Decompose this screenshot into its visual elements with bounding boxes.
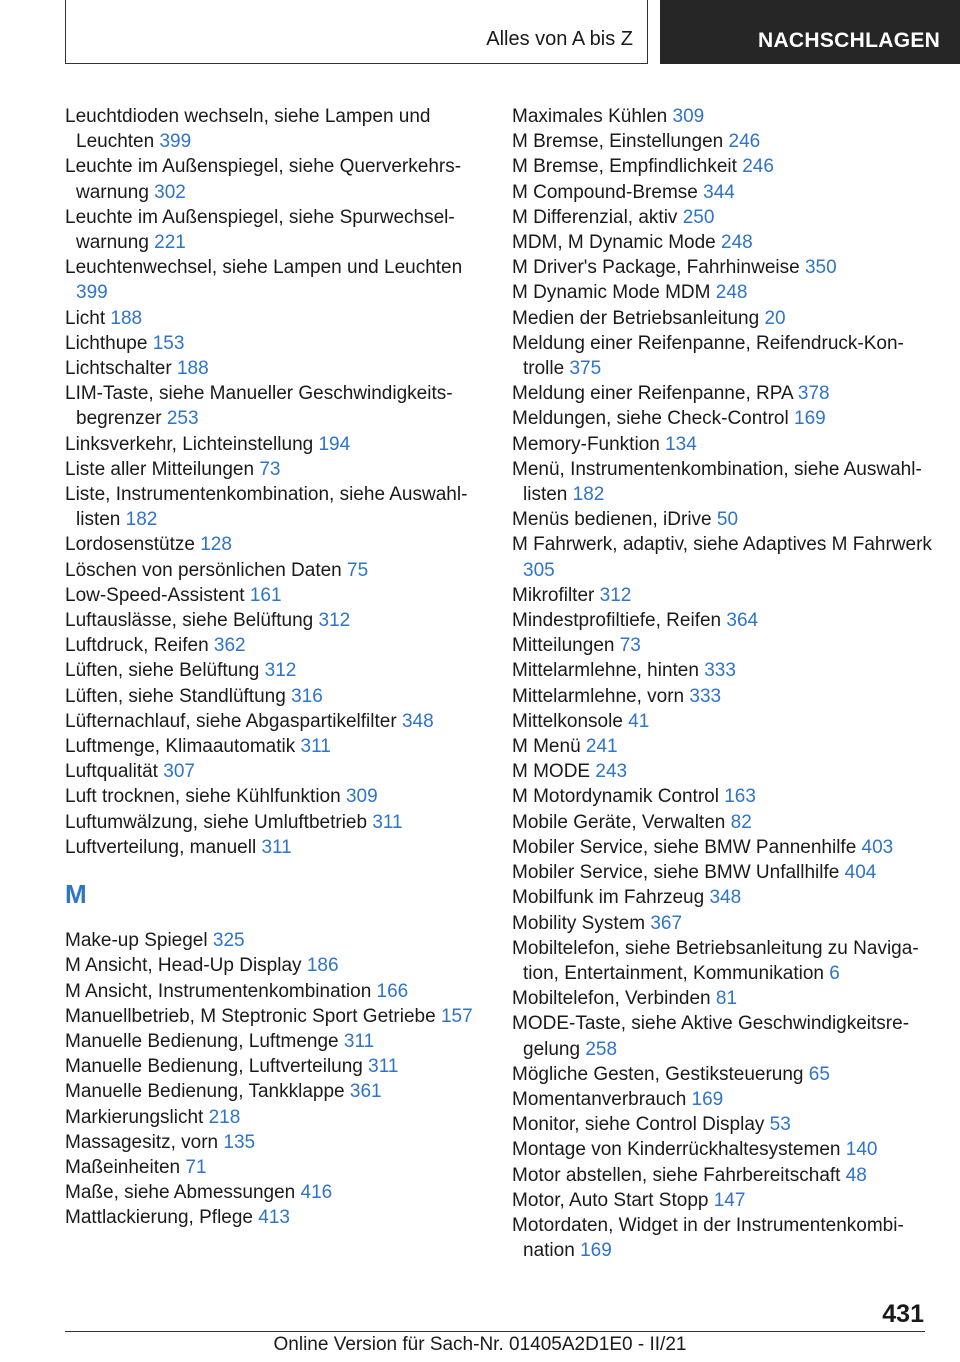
index-entry [512,280,932,305]
entry-text: Luftmenge, Klimaautomatik [65,736,296,758]
entry-text: Mobiler Service, siehe BMW Pannenhilfe [512,836,857,858]
index-entry [65,633,485,658]
page-link[interactable]: 348 [709,887,742,909]
index-entry [512,1087,932,1112]
index-entry [512,180,932,205]
index-entry [512,860,932,885]
entry-text: Meldungen, siehe Check-Control [512,408,789,430]
page-link[interactable]: 413 [258,1207,290,1229]
page-link[interactable]: 399 [159,131,192,153]
index-entry [512,381,932,406]
page-link[interactable]: 312 [318,610,351,632]
page-link[interactable]: 246 [728,131,761,153]
page-link[interactable]: 166 [376,980,409,1002]
page-link[interactable]: 399 [76,282,108,304]
index-entry [512,306,932,331]
entry-text: Mobilfunk im Fahrzeug [512,887,705,909]
index-entry [512,911,932,936]
index-entry [65,154,485,204]
index-entry [512,759,932,784]
index-entry [65,457,485,482]
index-letter-heading: M [65,879,87,910]
entry-text: M Dynamic Mode MDM [512,282,711,304]
entry-text: Licht [65,307,106,329]
entry-text: Mobiltelefon, siehe Betriebsanleitung zu Navigation, Entertainment, Kommunikation [512,937,919,984]
index-entry [65,205,485,255]
index-entry [512,986,932,1011]
entry-text: M Ansicht, Head-Up Display [65,955,302,977]
entry-text: Mittelarmlehne, hinten [512,660,699,682]
page-link[interactable]: 350 [804,257,837,279]
index-entry [512,532,932,582]
entry-text: Momentanverbrauch [512,1088,687,1110]
page-link[interactable]: 246 [742,156,774,178]
index-entry [65,759,485,784]
index-entry [65,331,485,356]
entry-text: Montage von Kinderrückhaltesystemen [512,1139,841,1161]
entry-text: Maximales Kühlen [512,106,668,127]
page-link[interactable]: 311 [372,811,403,833]
entry-text: Lüften, siehe Belüftung [65,660,260,682]
entry-text: Luftauslässe, siehe Belüftung [65,610,314,632]
page-link[interactable]: 362 [213,635,246,657]
page-link[interactable]: 248 [715,282,748,304]
entry-text: Luftumwälzung, siehe Umluftbetrieb [65,811,368,833]
index-entry [65,558,485,583]
index-entry [512,658,932,683]
entry-text: Mobility System [512,912,646,934]
page-link[interactable]: 50 [716,509,739,531]
page-link[interactable]: 348 [401,710,434,732]
entry-text: Manuelle Bedienung, Luftverteilung [65,1056,363,1078]
page-link[interactable]: 20 [764,307,786,329]
index-entry [512,1112,932,1137]
entry-text: Leuchte im Außenspiegel, siehe Spurwechselwarnung [65,206,455,254]
index-entry [512,507,932,532]
page-link[interactable]: 258 [585,1038,618,1060]
page-link[interactable]: 153 [152,332,185,354]
page-link[interactable]: 134 [665,433,697,455]
entry-text: Luftqualität [65,761,158,783]
entry-text: LIM-Taste, siehe Manueller Geschwindigkeitsbegrenzer [65,383,453,430]
entry-text: Lichtschalter [65,358,172,380]
page-link[interactable]: 311 [261,836,292,858]
footer-divider [65,1331,925,1332]
index-entry [65,979,485,1004]
index-entry [512,608,932,633]
entry-text: Luftdruck, Reifen [65,635,209,657]
page-link[interactable]: 305 [523,559,555,581]
page-link[interactable]: 243 [595,761,628,783]
entry-text: Low-Speed-Assistent [65,584,245,606]
entry-text: Mitteilungen [512,635,615,657]
page-link[interactable]: 188 [110,307,143,329]
entry-text: Manuellbetrieb, M Steptronic Sport Getriebe [65,1005,436,1027]
page-link[interactable]: 41 [628,710,650,732]
entry-text: Mögliche Gesten, Gestiksteuerung [512,1063,804,1085]
entry-text: Löschen von persönlichen Daten [65,559,342,581]
section-title: Alles von A bis Z [486,28,633,50]
page-number: 431 [882,1300,924,1328]
page-link[interactable]: 416 [300,1182,333,1204]
page-link[interactable]: 221 [154,232,186,254]
index-entry [512,734,932,759]
page-link[interactable]: 367 [650,912,683,934]
index-entry [65,432,485,457]
entry-text: M Compound-Bremse [512,181,698,203]
index-entry [65,482,485,532]
index-entry [512,583,932,608]
entry-text: Luft trocknen, siehe Kühlfunktion [65,786,341,808]
page-link[interactable]: 71 [185,1156,207,1178]
page-link[interactable]: 65 [808,1063,830,1085]
entry-text: Massagesitz, vorn [65,1131,219,1153]
index-entry [65,583,485,608]
page-link[interactable]: 218 [208,1106,241,1128]
page-link[interactable]: 169 [691,1088,724,1110]
page-link[interactable]: 378 [797,383,830,405]
index-entry [512,205,932,230]
entry-text: Liste, Instrumentenkombination, siehe Auswahllisten [65,484,468,531]
page-link[interactable]: 6 [829,962,840,984]
index-entry [65,1079,485,1104]
index-entry [512,1137,932,1162]
entry-text: M Bremse, Empfindlichkeit [512,156,737,178]
page-link[interactable]: 182 [125,509,158,531]
page-link[interactable]: 241 [585,736,618,758]
index-entry [65,684,485,709]
entry-text: Liste aller Mitteilungen [65,458,255,480]
page-link[interactable]: 302 [154,181,186,203]
entry-text: Memory-Funktion [512,433,660,455]
page-link[interactable]: 316 [291,685,323,707]
index-entry [65,810,485,835]
page-link[interactable]: 250 [682,206,715,228]
index-entry [65,928,485,953]
entry-text: Medien der Betriebsanleitung [512,307,760,329]
page-link[interactable]: 135 [223,1131,256,1153]
page-link[interactable]: 375 [569,358,602,380]
entry-text: Mobile Geräte, Verwalten [512,811,726,833]
index-entry [65,1004,485,1029]
entry-text: Leuchte im Außenspiegel, siehe Querverkehrswarnung [65,156,462,203]
entry-text: Meldung einer Reifenpanne, Reifendruck-Kontrolle [512,332,904,380]
page-link[interactable]: 82 [730,811,752,833]
index-entry [512,129,932,154]
index-column-left [65,104,485,1231]
index-entry [65,104,485,154]
entry-text: MDM, M Dynamic Mode [512,232,716,254]
index-entry [512,331,932,381]
entry-text: Motor abstellen, siehe Fahrbereitschaft [512,1164,841,1186]
index-entry [65,734,485,759]
entry-text: Menü, Instrumentenkombination, siehe Auswahllisten [512,458,922,506]
page-link[interactable]: 403 [861,836,894,858]
index-entry [65,1180,485,1205]
entry-text: MODE-Taste, siehe Aktive Geschwindigkeitsregelung [512,1013,910,1060]
entry-text: Markierungslicht [65,1106,204,1128]
chapter-title: NACHSCHLAGEN [758,29,941,52]
index-entry [512,432,932,457]
entry-text: Motor, Auto Start Stopp [512,1189,709,1211]
entry-text: Luftverteilung, manuell [65,836,257,858]
page-link[interactable]: 194 [318,433,351,455]
entry-text: Mittelarmlehne, vorn [512,685,685,707]
entry-text: Meldung einer Reifenpanne, RPA [512,383,793,405]
entry-text: Lüften, siehe Standlüftung [65,685,286,707]
index-entry [65,784,485,809]
page-link[interactable]: 311 [300,736,331,758]
index-entry [65,1054,485,1079]
index-entry [65,1029,485,1054]
index-entry [512,936,932,986]
entry-text: Mittelkonsole [512,710,623,732]
page-link[interactable]: 157 [440,1005,473,1027]
entry-text: M Motordynamik Control [512,786,719,808]
entry-text: M Menü [512,736,581,758]
index-entry [512,885,932,910]
index-entry [512,810,932,835]
entry-text: Manuelle Bedienung, Luftmenge [65,1030,339,1052]
entry-text: Mobiler Service, siehe BMW Unfallhilfe [512,862,840,884]
page-link[interactable]: 48 [845,1164,867,1186]
index-entry [512,784,932,809]
index-entry [65,1105,485,1130]
footer-text: Online Version für Sach-Nr. 01405A2D1E0 - II/21 [273,1334,687,1355]
entry-text: Linksverkehr, Lichteinstellung [65,433,314,455]
index-entry [512,104,932,129]
index-entry [512,835,932,860]
page-link[interactable]: 309 [345,786,378,808]
page-link[interactable]: 333 [689,685,722,707]
entry-text: Menüs bedienen, iDrive [512,509,712,531]
entry-text: Motordaten, Widget in der Instrumentenkombination [512,1214,904,1262]
page-link[interactable]: 169 [794,408,826,430]
index-entry [512,1062,932,1087]
index-entry [65,255,485,305]
entry-text: M Driver's Package, Fahrhinweise [512,257,800,279]
index-entry [65,356,485,381]
index-entry [512,457,932,507]
entry-text: M MODE [512,761,591,783]
index-entry [65,608,485,633]
page-link[interactable]: 186 [306,955,339,977]
page-link[interactable]: 325 [212,930,245,952]
page-link[interactable]: 73 [619,635,641,657]
page-link[interactable]: 163 [724,786,756,808]
entry-text: Mindestprofiltiefe, Reifen [512,610,722,632]
page-link[interactable]: 311 [368,1056,399,1078]
chapter-tab[interactable] [660,0,960,64]
page-link[interactable]: 312 [264,660,297,682]
entry-text: M Ansicht, Instrumentenkombination [65,980,372,1002]
page-link[interactable]: 311 [343,1030,375,1052]
page-link[interactable]: 312 [599,584,632,606]
page-link[interactable]: 361 [349,1081,382,1103]
index-entry [65,658,485,683]
entry-text: Lichthupe [65,332,148,354]
entry-text: Lordosenstütze [65,534,195,556]
entry-text: Mattlackierung, Pflege [65,1207,253,1229]
index-entry [512,1213,932,1263]
entry-text: Lüfternachlauf, siehe Abgaspartikelfilter [65,710,397,732]
index-entry [65,306,485,331]
page-link[interactable]: 161 [249,584,282,606]
entry-text: Maßeinheiten [65,1156,181,1178]
page-link[interactable]: 128 [200,534,232,556]
index-entry [65,532,485,557]
page-link[interactable]: 307 [163,761,195,783]
index-entry [512,406,932,431]
index-entry [512,230,932,255]
page-link[interactable]: 248 [721,232,753,254]
index-entry [512,154,932,179]
page-link[interactable]: 182 [572,484,605,506]
page-link[interactable]: 364 [726,610,759,632]
page-link[interactable]: 333 [704,660,736,682]
index-entry [512,709,932,734]
index-entry [65,709,485,734]
page-link[interactable]: 53 [769,1114,791,1136]
section-frame [65,0,648,64]
index-entry [65,1205,485,1230]
index-entry [512,1188,932,1213]
page-link[interactable]: 253 [166,408,199,430]
entry-text: Manuelle Bedienung, Tankklappe [65,1081,345,1103]
entry-text: Maße, siehe Abmessungen [65,1182,296,1204]
index-entry [65,1155,485,1180]
page-link[interactable]: 73 [259,458,281,480]
entry-text: Mikrofilter [512,584,595,606]
entry-text: M Bremse, Einstellungen [512,131,724,153]
index-entry [65,1130,485,1155]
entry-text: M Differenzial, aktiv [512,206,678,228]
index-entry [512,255,932,280]
page-link[interactable]: 404 [844,862,877,884]
index-entry [65,381,485,431]
entry-text: Mobiltelefon, Verbinden [512,988,711,1010]
entry-text: Make-up Spiegel [65,930,208,952]
entry-text: Leuchtdioden wechseln, siehe Lampen und Leuchten [65,106,431,153]
index-entry [512,1011,932,1061]
page-link[interactable]: 81 [715,988,738,1010]
index-entry [65,953,485,978]
page-link[interactable]: 140 [845,1139,878,1161]
page-link[interactable]: 169 [580,1240,612,1262]
entry-text: Leuchtenwechsel, siehe Lampen und Leuchten [65,257,463,279]
index-entry [65,835,485,860]
index-entry [512,633,932,658]
page-link[interactable]: 147 [713,1189,746,1211]
page-link[interactable]: 75 [347,559,369,581]
index-entry [512,1163,932,1188]
entry-text: M Fahrwerk, adaptiv, siehe Adaptives M Fahrwerk [512,534,932,556]
page-link[interactable]: 188 [176,358,209,380]
index-entry [512,684,932,709]
page-header [65,0,960,66]
entry-text: Monitor, siehe Control Display [512,1114,765,1136]
page-link[interactable]: 309 [672,106,705,127]
index-column-right [512,104,932,1263]
page-link[interactable]: 344 [703,181,735,203]
